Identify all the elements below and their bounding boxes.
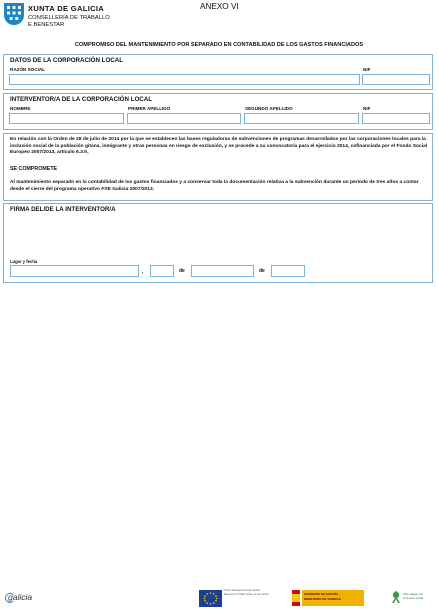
razon-social-field[interactable] xyxy=(9,74,360,85)
segundo-apellido-field[interactable] xyxy=(244,113,359,124)
nif-label: NIF xyxy=(363,67,371,72)
department-line-1: CONSELLERÍA DE TRABALLO xyxy=(28,15,110,21)
primer-apellido-field[interactable] xyxy=(127,113,241,124)
galicia-logo xyxy=(8,592,32,602)
commitment-heading: SE COMPROMETE xyxy=(10,166,58,172)
inclusion-plan-logo xyxy=(403,593,423,601)
commitment-section xyxy=(3,133,433,201)
interventor-section xyxy=(3,93,433,130)
nombre-label: NOMBRE xyxy=(10,106,31,111)
commitment-intro-text: En relación con la Orden de 28 de julio de 2014 por la que se establecen las bases reguladoras de subvenciones de programas desarrollados por las corporaciones locales para la inclusión social de la población gitana, inmigrante y otras personas en riesgo de exclusión, y se procede a su convocatoria para el ejercicio 2014, cofinanciada por el Fondo Social Europeo 2007/2013, artículo 6.3.h, xyxy=(10,137,428,156)
spain-ministry-text: MINISTERIO DE SANIDAD xyxy=(304,597,342,601)
razon-social-label: RAZÓN SOCIAL xyxy=(10,67,45,72)
annex-label: ANEXO VI xyxy=(200,2,239,11)
eu-fund-text: Unión Europea Fondo Social Europeo O FSE inviste no teu futuro xyxy=(224,588,269,596)
year-field[interactable] xyxy=(271,265,305,277)
de-separator-2: de xyxy=(259,268,265,274)
lugar-fecha-label: Lugar y fecha xyxy=(10,259,38,264)
comma-separator: , xyxy=(142,269,144,275)
lugar-field[interactable] xyxy=(10,265,139,277)
galicia-logo-icon xyxy=(5,593,15,603)
month-field[interactable] xyxy=(191,265,254,277)
day-field[interactable] xyxy=(150,265,174,277)
section-title: DATOS DE LA CORPORACIÓN LOCAL xyxy=(10,57,123,64)
galicia-wordmark: galicia xyxy=(8,592,33,602)
de-separator-1: de xyxy=(179,268,185,274)
xunta-shield-icon xyxy=(4,3,24,25)
section-title: INTERVENTOR/A DE LA CORPORACIÓN LOCAL xyxy=(10,96,152,103)
green-ribbon-icon xyxy=(390,590,402,604)
department-line-2: E BENESTAR xyxy=(28,22,65,28)
spain-coat-icon xyxy=(292,590,300,606)
eu-flag-icon xyxy=(199,590,222,607)
inclusion-plan-line-2: inclusión social xyxy=(403,595,424,600)
section-title: FIRMA DEL/DE LA INTERVENTOR/A xyxy=(10,206,116,213)
document-title: COMPROMISO DEL MANTENIMIENTO POR SEPARADO EN CONTABILIDAD DE LOS GASTOS FINANCIADOS xyxy=(74,42,364,48)
nif-label: NIF xyxy=(363,106,371,111)
inclusion-plan-line-1: Plan galego de xyxy=(403,592,424,596)
segundo-apellido-label: SEGUNDO APELLIDO xyxy=(245,106,293,111)
spain-ministry-logo xyxy=(302,590,364,606)
primer-apellido-label: PRIMER APELLIDO xyxy=(128,106,171,111)
spain-government-text: GOBIERNO DE ESPAÑA xyxy=(304,592,339,596)
commitment-body-text: Al mantenimiento separado en la contabilidad de los gastos financiados y a conservar toda la documentación relativa a la subvención durante un período de tres años a contar desde el cierre del programa operativo FSE Galicia 2007/2013. xyxy=(10,180,419,192)
corporation-data-section xyxy=(3,54,433,90)
org-name: XUNTA DE GALICIA xyxy=(28,4,105,13)
nif-field[interactable] xyxy=(362,74,430,85)
nif-field[interactable] xyxy=(362,113,430,124)
signature-section xyxy=(3,203,433,283)
nombre-field[interactable] xyxy=(9,113,124,124)
